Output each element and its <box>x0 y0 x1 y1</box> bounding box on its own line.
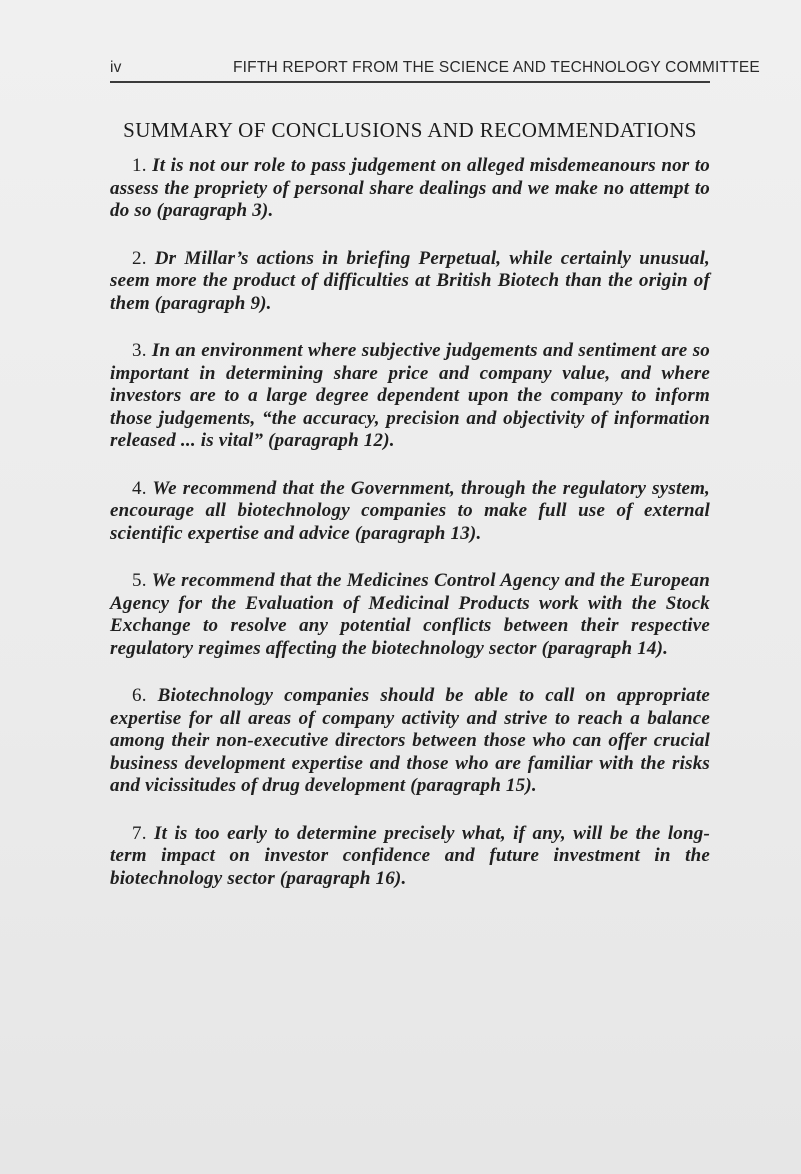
item-number: 2. <box>132 247 147 269</box>
item-text: It is not our role to pass judgement on alleged misdemeanours nor to assess the propriety of personal share dealings and we make no attempt to do so (paragraph 3). <box>110 155 711 221</box>
running-header <box>110 59 760 81</box>
item-text: Dr Millar’s actions in briefing Perpetual, while certainly unusual, seem more the product of difficulties at British Biotech than the origin of them (paragraph 9). <box>110 247 710 314</box>
conclusion-item-5 <box>110 570 710 660</box>
item-text: It is too early to determine precisely what, if any, will be the long-term impact on investor confidence and future investment in the biotechnology sector (paragraph 16). <box>110 822 710 889</box>
conclusion-item-3 <box>110 340 710 453</box>
item-text: In an environment where subjective judgements and sentiment are so important in determining share price and company value, and where investors are to a large degree dependent upon the company to inform those judgements, “the accuracy, precision and objectivity of information released ... is vital” (paragraph 12). <box>110 340 710 451</box>
conclusions-list <box>110 155 710 915</box>
item-number: 7. <box>132 822 147 844</box>
conclusion-item-2 <box>110 248 710 316</box>
page-number: iv <box>110 59 122 76</box>
header-rule <box>110 81 710 83</box>
item-text: Biotechnology companies should be able to call on appropriate expertise for all areas of company activity and strive to reach a balance among their non-executive directors between those who can offer crucial business development expertise and those who are familiar with the risks and vicissitudes of drug development (paragraph 15). <box>110 685 710 796</box>
item-text: We recommend that the Medicines Control Agency and the European Agency for the Evaluation of Medicinal Products work with the Stock Exchange to resolve any potential conflicts between their respective regulatory regimes affecting the biotechnology sector (paragraph 14). <box>110 570 710 659</box>
item-number: 5. <box>132 570 147 591</box>
item-number: 4. <box>132 477 147 499</box>
running-title: FIFTH REPORT FROM THE SCIENCE AND TECHNOLOGY COMMITTEE <box>233 59 760 76</box>
item-text: We recommend that the Government, through the regulatory system, encourage all biotechnology companies to make full use of external scientific expertise and advice (paragraph 13). <box>110 477 711 544</box>
conclusion-item-4 <box>110 478 710 546</box>
item-number: 1. <box>132 155 147 176</box>
section-title: SUMMARY OF CONCLUSIONS AND RECOMMENDATIONS <box>123 118 697 142</box>
conclusion-item-7 <box>110 823 710 891</box>
item-number: 6. <box>132 685 147 706</box>
conclusion-item-1 <box>110 155 710 223</box>
conclusion-item-6 <box>110 685 710 798</box>
item-number: 3. <box>132 340 147 361</box>
